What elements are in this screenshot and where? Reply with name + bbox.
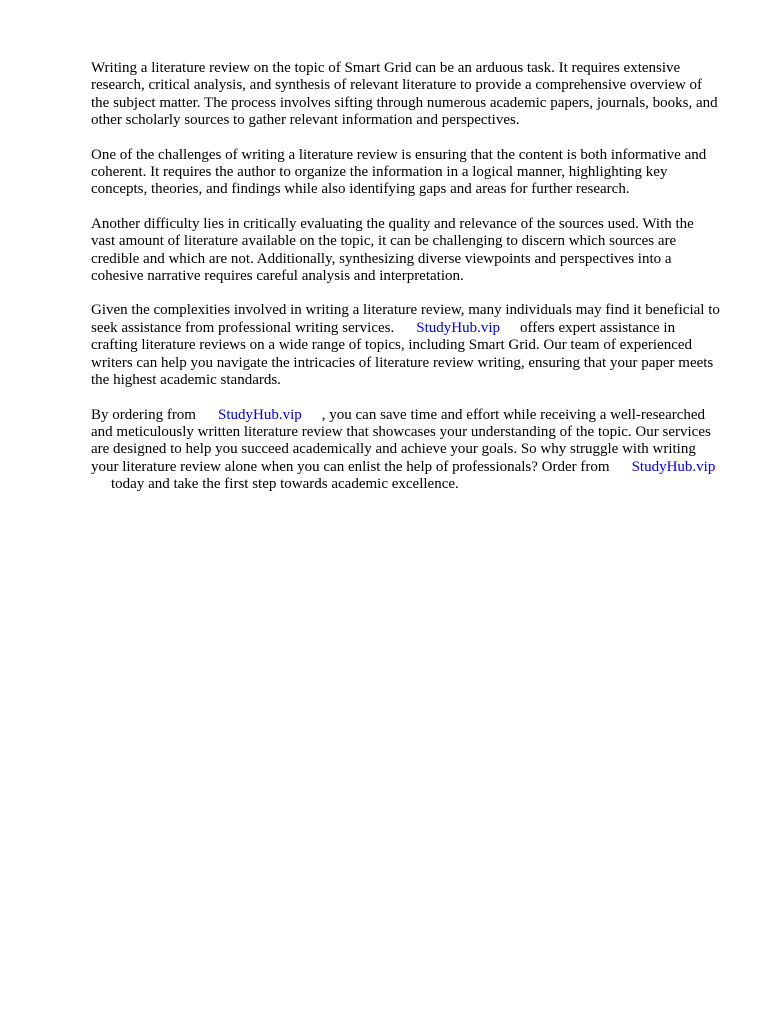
paragraph-assistance-text-before: Given the complexities involved in writing a literature review, many individuals may find it beneficial to seek assistance from professional writing services. <box>91 302 720 336</box>
paragraph-assistance-text-after: offers expert assistance in crafting literature reviews on a wide range of topics, including Smart Grid. Our team of experienced writers can help you navigate the intricacies of literature review writing, ensuring that your paper meets the highest academic standards. <box>91 319 714 389</box>
studyhub-link[interactable]: StudyHub.vip <box>416 319 501 336</box>
paragraph-assistance <box>91 302 721 389</box>
paragraph-ordering <box>91 407 721 494</box>
studyhub-link[interactable]: StudyHub.vip <box>631 458 716 475</box>
paragraph-ordering-text-after: today and take the first step towards academic excellence. <box>111 476 459 493</box>
paragraph-ordering-text-before: By ordering from <box>91 406 196 423</box>
studyhub-link[interactable]: StudyHub.vip <box>217 406 302 423</box>
document-body <box>91 60 721 511</box>
paragraph-intro: Writing a literature review on the topic of Smart Grid can be an arduous task. It requires extensive research, critical analysis, and synthesis of relevant literature to provide a comprehensive overview of the subject matter. The process involves sifting through numerous academic papers, journals, books, and other scholarly sources to gather relevant information and perspectives. <box>91 60 718 129</box>
paragraph-difficulty: Another difficulty lies in critically evaluating the quality and relevance of the sources used. With the vast amount of literature available on the topic, it can be challenging to discern which sources are credible and which are not. Additionally, synthesizing diverse viewpoints and perspectives into a cohesive narrative requires careful analysis and interpretation. <box>91 215 694 285</box>
paragraph-challenges: One of the challenges of writing a literature review is ensuring that the content is both informative and coherent. It requires the author to organize the information in a logical manner, highlighting key concepts, theories, and findings while also identifying gaps and areas for further research. <box>91 146 707 198</box>
paragraph-ordering-text-middle: , you can save time and effort while receiving a well-researched and meticulously written literature review that showcases your understanding of the topic. Our services are designed to help you succeed academically and achieve your goals. So why struggle with writing your literature review alone when you can enlist the help of professionals? Order from <box>91 406 711 475</box>
